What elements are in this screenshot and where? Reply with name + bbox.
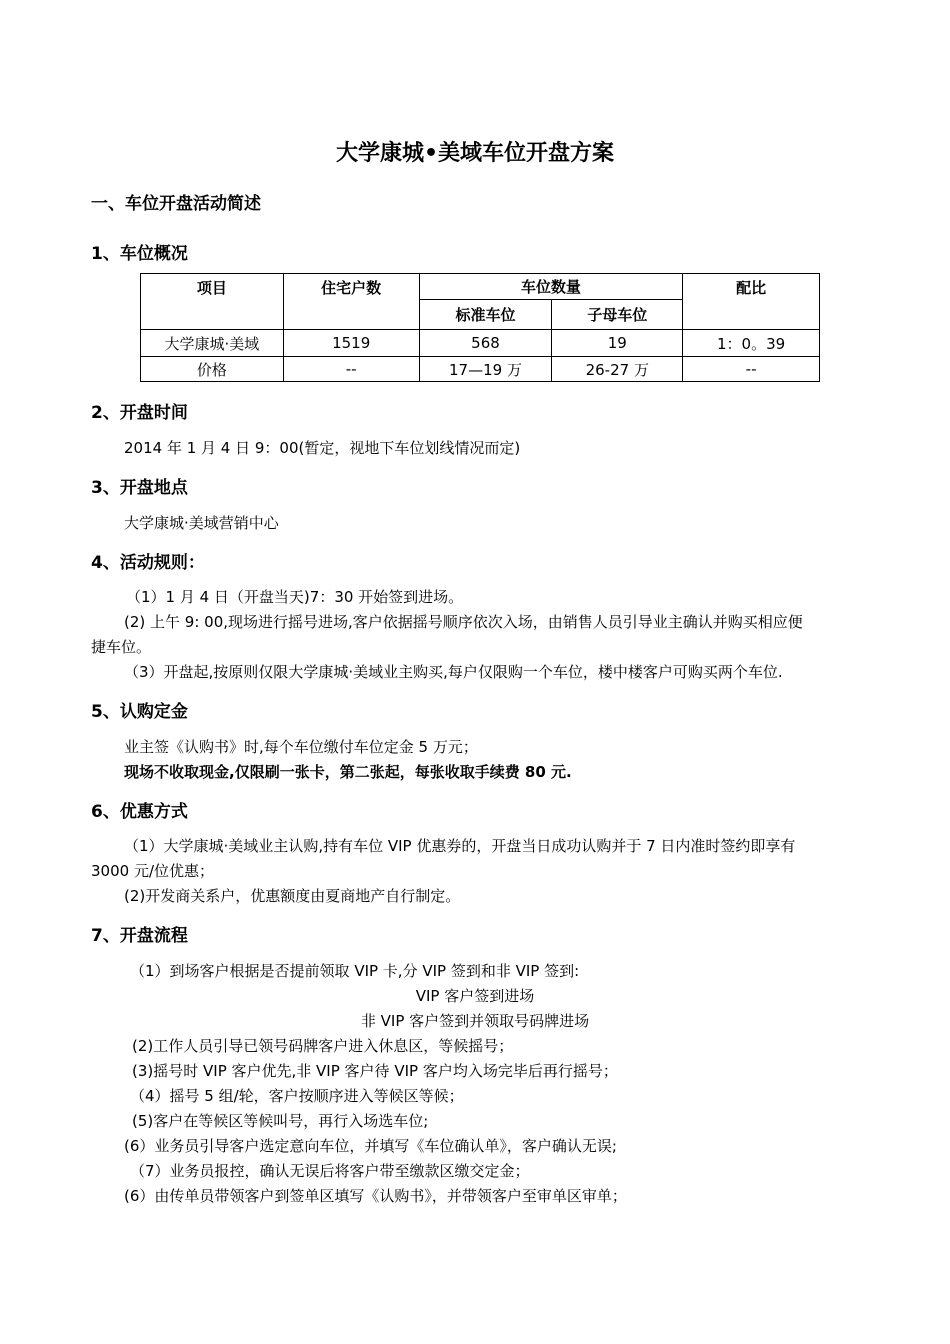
cell-standard-price: 17—19 万 <box>419 357 552 382</box>
process-4: （4）摇号 5 组/轮，客户按顺序进入等候区等候； <box>130 1087 464 1105</box>
header-standard-space: 标准车位 <box>419 300 552 330</box>
discount-1-line-2: 3000 元/位优惠； <box>91 862 214 880</box>
header-ratio: 配比 <box>683 274 820 330</box>
process-1: （1）到场客户根据是否提前领取 VIP 卡,分 VIP 签到和非 VIP 签到: <box>130 962 580 980</box>
section-heading-overview: 一、车位开盘活动简述 <box>91 194 261 214</box>
cell-ratio-price: -- <box>683 357 820 382</box>
header-project: 项目 <box>141 274 284 330</box>
page-title: 大学康城•美域车位开盘方案 <box>335 141 615 166</box>
process-3: (3)摇号时 VIP 客户优先,非 VIP 客户待 VIP 客户均入场完毕后再行摇号； <box>132 1062 618 1080</box>
cell-ratio: 1：0。39 <box>683 330 820 357</box>
deposit-text-1: 业主签《认购书》时,每个车位缴付车位定金 5 万元； <box>124 738 478 756</box>
process-7: （7）业务员报控，确认无误后将客户带至缴款区缴交定金； <box>130 1162 530 1180</box>
cell-standard: 568 <box>419 330 552 357</box>
table-row <box>141 357 820 382</box>
heading-parking-overview: 1、车位概况 <box>91 244 188 264</box>
heading-opening-process: 7、开盘流程 <box>91 926 188 946</box>
opening-location-text: 大学康城·美域营销中心 <box>124 514 279 532</box>
cell-parent-child: 19 <box>552 330 683 357</box>
table-row <box>141 330 820 357</box>
deposit-text-2: 现场不收取现金,仅限刷一张卡，第二张起，每张收取手续费 80 元. <box>124 763 572 781</box>
process-non-vip-line: 非 VIP 客户签到并领取号码牌进场 <box>360 1012 590 1030</box>
discount-1-line-1: （1）大学康城·美域业主认购,持有车位 VIP 优惠券的，开盘当日成功认购并于 7 日内准时签约即享有 <box>124 837 796 855</box>
cell-price-label: 价格 <box>141 357 284 382</box>
cell-parent-child-price: 26-27 万 <box>552 357 683 382</box>
cell-households: 1519 <box>283 330 419 357</box>
rule-2-line-1: (2) 上午 9: 00,现场进行摇号进场,客户依据摇号顺序依次入场，由销售人员引导业主确认并购买相应便 <box>124 613 803 631</box>
header-households: 住宅户数 <box>283 274 419 330</box>
header-parent-child-space: 子母车位 <box>552 300 683 330</box>
heading-discount: 6、优惠方式 <box>91 802 188 822</box>
cell-project: 大学康城·美域 <box>141 330 284 357</box>
heading-opening-location: 3、开盘地点 <box>91 478 188 498</box>
heading-opening-time: 2、开盘时间 <box>91 403 188 423</box>
process-vip-line: VIP 客户签到进场 <box>415 987 535 1005</box>
header-spaces: 车位数量 <box>419 274 683 300</box>
opening-time-text: 2014 年 1 月 4 日 9：00(暂定，视地下车位划线情况而定) <box>124 439 521 457</box>
rule-3: （3）开盘起,按原则仅限大学康城·美域业主购买,每户仅限购一个车位，楼中楼客户可购买两个车位. <box>124 663 783 681</box>
cell-households-price: -- <box>283 357 419 382</box>
process-5: (5)客户在等候区等候叫号，再行入场选车位; <box>132 1112 429 1130</box>
heading-deposit: 5、认购定金 <box>91 702 188 722</box>
process-2: (2)工作人员引导已领号码牌客户进入休息区，等候摇号； <box>132 1037 514 1055</box>
heading-activity-rules: 4、活动规则： <box>91 553 205 573</box>
rule-1: （1）1 月 4 日（开盘当天)7：30 开始签到进场。 <box>126 588 464 606</box>
process-8: (6）由传单员带领客户到签单区填写《认购书》，并带领客户至审单区审单； <box>124 1187 627 1205</box>
rule-2-line-2: 捷车位。 <box>91 638 152 656</box>
process-6: (6）业务员引导客户选定意向车位，并填写《车位确认单》，客户确认无误; <box>124 1137 617 1155</box>
discount-2: (2)开发商关系户，优惠额度由夏商地产自行制定。 <box>124 887 461 905</box>
parking-table <box>140 273 820 382</box>
